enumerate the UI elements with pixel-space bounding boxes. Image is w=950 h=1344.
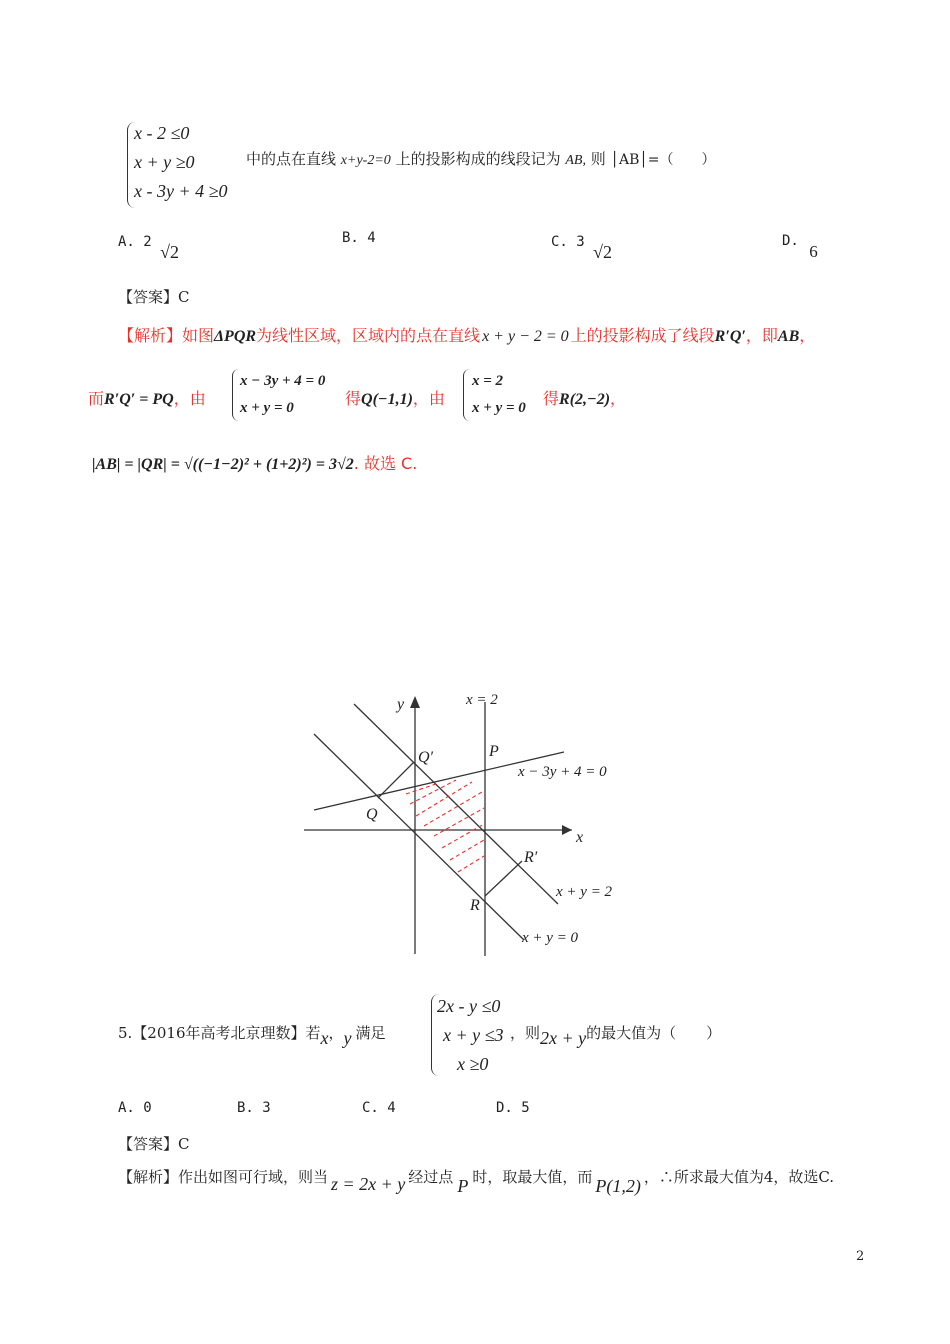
- q5-analysis-c: 时，取最大值，而: [472, 1168, 593, 1186]
- analysis-l2-e: 得: [543, 389, 560, 408]
- analysis-l2-f: ，: [610, 389, 627, 408]
- analysis-l2-q: Q(−1,1): [361, 391, 413, 408]
- stem-line: x+y-2=0: [340, 153, 391, 168]
- analysis-l2-b: ，由: [173, 389, 206, 408]
- q4-answer: 【答案】C: [118, 288, 190, 306]
- option-a-label: A. 2: [118, 234, 152, 250]
- stem-abs: │AB│=（ ）: [610, 152, 716, 168]
- analysis-l1-b: 为线性区域，区域内的点在直线: [256, 326, 481, 345]
- q5-x: x: [320, 1028, 329, 1048]
- q5-analysis-b: 经过点: [408, 1168, 454, 1186]
- q5-tail: 的最大值为（ ）: [586, 1024, 722, 1042]
- analysis-l2-eq: R′Q′ = PQ: [104, 391, 174, 408]
- label-x: x: [576, 829, 584, 846]
- option-d-label: D.: [782, 233, 799, 249]
- analysis-l1-ab: AB: [777, 328, 800, 345]
- analysis-brace-1: [232, 369, 239, 421]
- x-axis-arrow: [562, 825, 572, 835]
- inequality-2: x + y ≥0: [134, 152, 195, 172]
- option-c: [551, 230, 613, 262]
- inequality-3: x - 3y + 4 ≥0: [134, 181, 228, 201]
- q5-stem-prefix: [118, 1022, 386, 1048]
- stem-mid: 上的投影构成的线段记为: [395, 150, 561, 168]
- label-q-prime: Q′: [418, 749, 434, 766]
- analysis-l1-c: 上的投影构成了线段: [570, 326, 715, 345]
- q5-ineq-2: x + y ≤3: [443, 1025, 504, 1045]
- q4-analysis-line2: [88, 386, 206, 409]
- label-p: P: [489, 743, 499, 760]
- label-line2: x + y = 2: [556, 884, 613, 900]
- analysis-l3-end: . 故选 C.: [353, 454, 418, 473]
- analysis-sys-1: [240, 368, 325, 422]
- option-c-math: √2: [593, 242, 613, 262]
- analysis-l3-eq: |AB| = |QR| = √((−1−2)² + (1+2)²) = 3√2: [92, 456, 354, 473]
- q5-analysis-pp: P(1,2): [595, 1176, 641, 1196]
- analysis-sys2-eq2: x + y = 0: [472, 400, 526, 416]
- q5-analysis-d: ，∴所求最大值为4，故选C.: [643, 1168, 835, 1186]
- analysis-l1-eq: x + y − 2 = 0: [482, 328, 569, 345]
- option-a-math: √2: [160, 242, 180, 262]
- option-d-math: 6: [809, 242, 818, 261]
- q5-option-d: D. 5: [496, 1100, 530, 1116]
- stem-then: 则: [590, 150, 606, 168]
- q5-satisfy: 满足: [355, 1024, 386, 1042]
- q5-prefix: 5.【2016年高考北京理数】若: [118, 1024, 321, 1042]
- q5-stem-tail: [510, 1022, 722, 1048]
- analysis-sys1-eq1: x − 3y + 4 = 0: [240, 373, 326, 389]
- q5-system: [437, 992, 504, 1079]
- q5-analysis-a: 【解析】作出如图可行域，则当: [118, 1168, 329, 1186]
- q4-stem: [246, 148, 716, 169]
- q5-option-b: B. 3: [237, 1100, 271, 1116]
- q5-y: y: [343, 1028, 352, 1048]
- analysis-l1-e: ，: [799, 326, 816, 345]
- option-a: [118, 230, 180, 262]
- q4-analysis-line3: [92, 451, 417, 474]
- analysis-l1-d: ，即: [745, 326, 778, 345]
- analysis-sys-2: [472, 368, 526, 422]
- analysis-l1-a: 【解析】如图: [118, 326, 215, 345]
- analysis-sys1-eq2: x + y = 0: [240, 400, 294, 416]
- analysis-l2-r: R(2,−2): [559, 391, 611, 408]
- q5-ineq-1: 2x - y ≤0: [437, 996, 501, 1016]
- option-c-label: C. 3: [551, 234, 585, 250]
- projection-r: [485, 861, 522, 896]
- q4-analysis-line2c: [543, 386, 626, 409]
- q5-then: ，则: [510, 1024, 541, 1042]
- q5-analysis-p: P: [457, 1176, 469, 1196]
- inequality-system: [134, 119, 228, 206]
- option-d: [782, 230, 818, 261]
- analysis-sys2-eq1: x = 2: [472, 373, 504, 389]
- q5-option-c: C. 4: [362, 1100, 396, 1116]
- q5-option-a: A. 0: [118, 1100, 152, 1116]
- q5-sep: ，: [328, 1024, 344, 1042]
- q5-expr: 2x + y: [540, 1028, 587, 1048]
- q4-analysis-line2b: [345, 386, 445, 409]
- q5-analysis-z: z = 2x + y: [331, 1174, 406, 1194]
- page-number: 2: [856, 1249, 865, 1264]
- label-line3: x + y = 0: [522, 930, 579, 946]
- stem-pre: 中的点在直线: [246, 150, 337, 168]
- analysis-l2-a: 而: [88, 389, 105, 408]
- analysis-l1-rq: R′Q′: [714, 328, 746, 345]
- label-line1: x − 3y + 4 = 0: [518, 764, 607, 780]
- y-axis-arrow: [410, 696, 420, 708]
- label-q: Q: [366, 806, 378, 823]
- label-x-eq-2: x = 2: [466, 692, 498, 708]
- analysis-l2-c: 得: [345, 389, 362, 408]
- analysis-l1-pqr: ΔPQR: [214, 328, 257, 345]
- label-r-prime: R′: [524, 849, 538, 866]
- option-b-label: B. 4: [342, 230, 376, 246]
- q5-answer: 【答案】C: [118, 1135, 190, 1153]
- analysis-l2-d: ，由: [412, 389, 445, 408]
- analysis-brace-2: [463, 369, 470, 421]
- inequality-1: x - 2 ≤0: [134, 123, 190, 143]
- label-r: R: [470, 897, 480, 914]
- q5-analysis: [118, 1166, 835, 1196]
- label-y: y: [397, 696, 405, 713]
- feasible-region-figure: [296, 684, 636, 960]
- q5-ineq-3: x ≥0: [457, 1054, 489, 1074]
- q4-analysis-line1: [118, 323, 815, 346]
- option-b: [342, 230, 376, 246]
- stem-ab: AB,: [565, 153, 586, 168]
- line-x-3y-4: [314, 752, 564, 810]
